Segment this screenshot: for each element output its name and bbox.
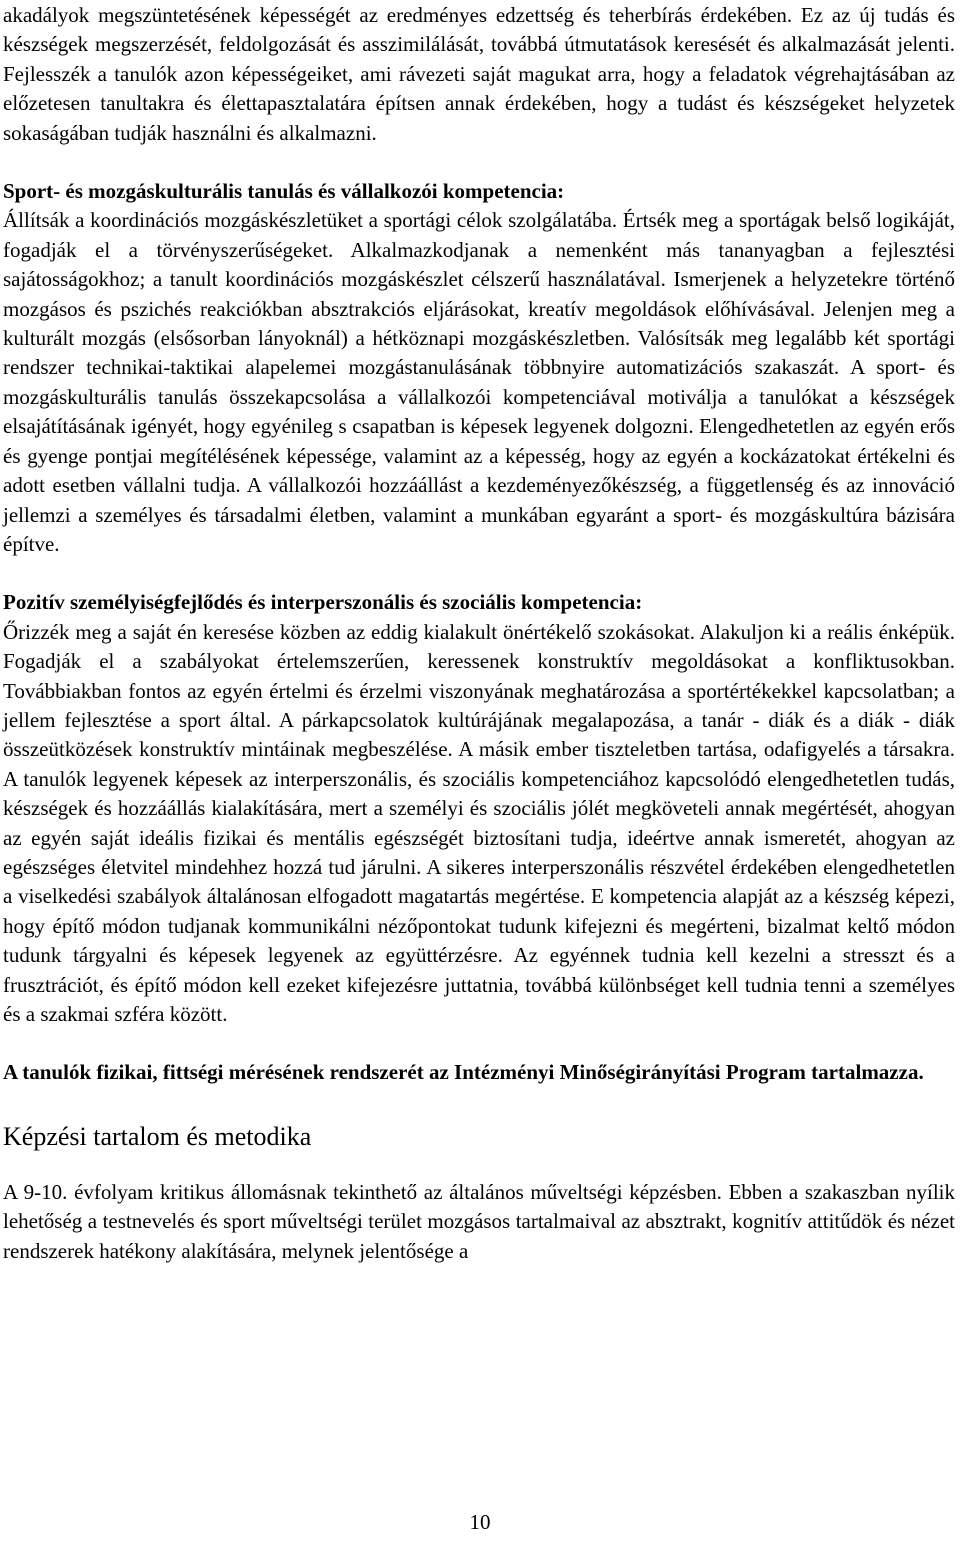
intro-paragraph: akadályok megszüntetésének képességét az eredményes edzettség és teherbírás érdekében. Ez az új tudás és készségek megszerzését, feldolgozását és asszimilálását, továbbá útmutatások keresését és alkalmazását jelenti. Fejlesszék a tanulók azon képességeiket, ami rávezeti saját magukat arra, hogy a feladatok végrehajtásában az előzetesen tanultakra és élettapasztalatára építsen annak érdekében, hogy a tudást és készségeket helyzetek sokaságában tudják használni és alkalmazni.	[3, 3, 955, 145]
spacer	[3, 559, 955, 588]
personal-paragraph: Őrizzék meg a saját én keresése közben az eddig kialakult önértékelő szokásokat. Alakuljon ki a reális énképük. Fogadják el a szabályokat értelemszerűen, keressenek konstruktív megoldásokat a konfliktusokban. Továbbiakban fontos az egyén értelmi és érzelmi viszonyának meghatározása a sportértékekkel kapcsolatban; a jellem fejlesztése a sport által. A párkapcsolatok kultúrájának megalapozása, a tanár - diák és a diák - diák összeütközések konstruktív mintáinak megbeszélése. A másik ember tiszteletben tartása, odafigyelés a társakra. A tanulók legyenek képesek az interperszonális, és szociális kompetenciához kapcsolódó elengedhetetlen tudás, készségek és hozzáállás kialakítására, mert a személyi és szociális jólét megköveteli annak megértését, ahogyan az egyén saját ideális fizikai és mentális egészségét biztosítani tudja, ideértve annak ismeretét, ahogyan az egészséges életvitel mindehhez hozzá tud járulni. A sikeres interperszonális részvétel érdekében elengedhetetlen a viselkedési szabályok általánosan elfogadott magatartás megértése. E kompetencia alapját az a készség képezi, hogy építő módon tudjanak kommunikálni nézőpontokat tudunk kifejezni és megérteni, bizalmat keltő módon tudunk tárgyalni és képesek legyenek az együttérzésre. Az egyénnek tudnia kell kezelni a stresszt és a frusztrációt, és építő módon kell ezeket kifejezésre juttatnia, továbbá különbséget kell tudnia tenni a személyes és a szakmai szféra között.	[3, 619, 955, 1026]
methodology-paragraph: A 9-10. évfolyam kritikus állomásnak tekinthető az általános műveltségi képzésben. Ebben a szakaszban nyílik lehetőség a testnevelés és sport műveltségi terület mozgásos tartalmaival az absztrakt, kognitív attitűdök és nézet rendszerek hatékony alakítására, melynek jelentősége a	[3, 1179, 955, 1263]
page-number: 10	[469, 1510, 491, 1534]
spacer	[3, 1088, 955, 1120]
section-heading: Képzési tartalom és metodika	[3, 1121, 312, 1151]
section-title-personal: Pozitív személyiségfejlődés és interperszonális és szociális kompetencia:	[3, 590, 643, 615]
section-title-sport: Sport- és mozgáskulturális tanulás és vállalkozói kompetencia:	[3, 179, 565, 204]
measurement-note: A tanulók fizikai, fittségi mérésének rendszerét az Intézményi Minőségirányítási Program tartalmazza.	[3, 1060, 924, 1085]
document-page	[3, 0, 955, 1266]
sport-paragraph: Állítsák a koordinációs mozgáskészletüket a sportági célok szolgálatába. Értsék meg a sportágak belső logikáját, fogadják el a törvényszerűségeket. Alkalmazkodjanak a nemenként más tananyagban a fejlesztési sajátosságokhoz; a tanult koordinációs mozgáskészlet célszerű használatával. Ismerjenek a helyzetekre történő mozgásos és pszichés reakciókban absztrakciós eljárásokat, kreatív megoldások előhívásával. Jelenjen meg a kulturált mozgás (elsősorban lányoknál) a hétköznapi mozgáskészletben. Valósítsák meg legalább két sportági rendszer technikai-taktikai alapelemei mozgástanulásának többnyire automatizációs szakaszát. A sport- és mozgáskulturális tanulás összekapcsolása a vállalkozói kompetenciával motiválja a tanulókat a készségek elsajátításának igényét, hogy egyénileg s csapatban is képesek legyenek dolgozni. Elengedhetetlen az egyén erős és gyenge pontjai megítélésének képessége, valamint az a képesség, hogy az egyén a kockázatokat értékelni és adott esetben vállalni tudja. A vállalkozói hozzáállást a kezdeményezőkészség, a függetlenség és az innováció jellemzi a személyes és társadalmi életben, valamint a munkában egyaránt a sport- és mozgáskultúra bázisára építve.	[3, 208, 955, 556]
spacer	[3, 148, 955, 177]
spacer	[3, 1154, 955, 1178]
spacer	[3, 1029, 955, 1058]
